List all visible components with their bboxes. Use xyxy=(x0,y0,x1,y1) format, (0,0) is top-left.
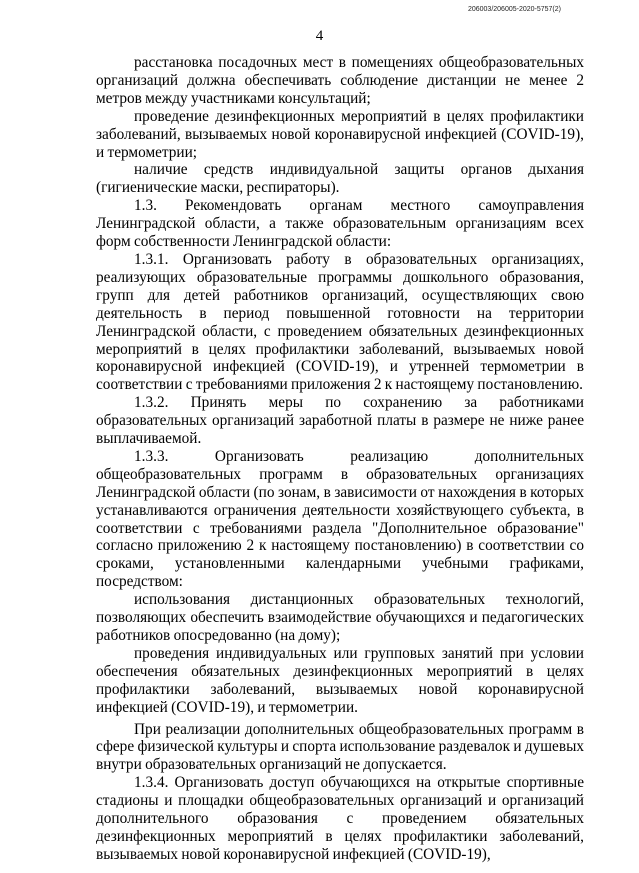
paragraph-1-3-1: 1.3.1. Организовать работу в образовательных организациях, реализующих образовательные программы дошкольного образования, групп для детей работников организаций, осуществляющих свою деятельность в период повышенной готовности на территории Ленинградской области, с проведением обязательных дезинфекционных мероприятий в целях профилактики заболеваний, вызываемых новой коронавирусной инфекцией (COVID-19), и утренней термометрии в соответствии с требованиями приложения 2 к настоящему постановлению. xyxy=(96,250,584,394)
paragraph-seating: расстановка посадочных мест в помещениях общеобразовательных организаций должна обеспечивать соблюдение дистанции не менее 2 метров между участниками консультаций; xyxy=(96,54,584,107)
paragraph-1-3-4: 1.3.4. Организовать доступ обучающихся на открытые спортивные стадионы и площадки общеобразовательных организаций и организаций дополнительного образования с проведением обязательных дезинфекционных мероприятий в целях профилактики заболеваний, вызываемых новой коронавирусной инфекцией (COVID-19), xyxy=(96,774,584,863)
paragraph-disinfection: проведение дезинфекционных мероприятий в целях профилактики заболеваний, вызываемых новой коронавирусной инфекцией (COVID-19), и термометрии; xyxy=(96,107,584,161)
paragraph-individual-classes: проведения индивидуальных или групповых занятий при условии обеспечения обязательных дезинфекционных мероприятий в целях профилактики заболеваний, вызываемых новой коронавирусной инфекцией (COVID-19), и термометрии. xyxy=(96,644,584,716)
paragraph-1-3-3: 1.3.3. Организовать реализацию дополнительных общеобразовательных программ в образовательных организациях Ленинградской области (по зонам, в зависимости от нахождения в которых устанавливаются ограничения деятельности хозяйствующего субъекта, в соответствии с требованиями раздела "Дополнительное образование" согласно приложению 2 к настоящему постановлению) в соответствии со сроками, установленными календарными учебными графиками, посредством: xyxy=(96,447,584,591)
paragraph-1-3: 1.3. Рекомендовать органам местного самоуправления Ленинградской области, а также образовательным организациям всех форм собственности Ленинградской области: xyxy=(96,197,584,251)
document-number: 206003/206005-2020-5757(2) xyxy=(467,6,561,13)
paragraph-distance-learning: использования дистанционных образовательных технологий, позволяющих обеспечить взаимодействие обучающихся и педагогических работников опосредованно (на дому); xyxy=(96,591,584,644)
page-number: 4 xyxy=(315,28,324,44)
document-body xyxy=(96,54,584,864)
paragraph-1-3-2: 1.3.2. Принять меры по сохранению за работниками образовательных организаций заработной платы в размере не ниже ранее выплачиваемой. xyxy=(96,394,584,448)
paragraph-protective-equipment: наличие средств индивидуальной защиты органов дыхания (гигиенические маски, респираторы). xyxy=(96,161,584,197)
paragraph-sports-programs: При реализации дополнительных общеобразовательных программ в сфере физической культуры и спорта использование раздевалок и душевых внутри образовательных организаций не допускается. xyxy=(96,720,584,774)
